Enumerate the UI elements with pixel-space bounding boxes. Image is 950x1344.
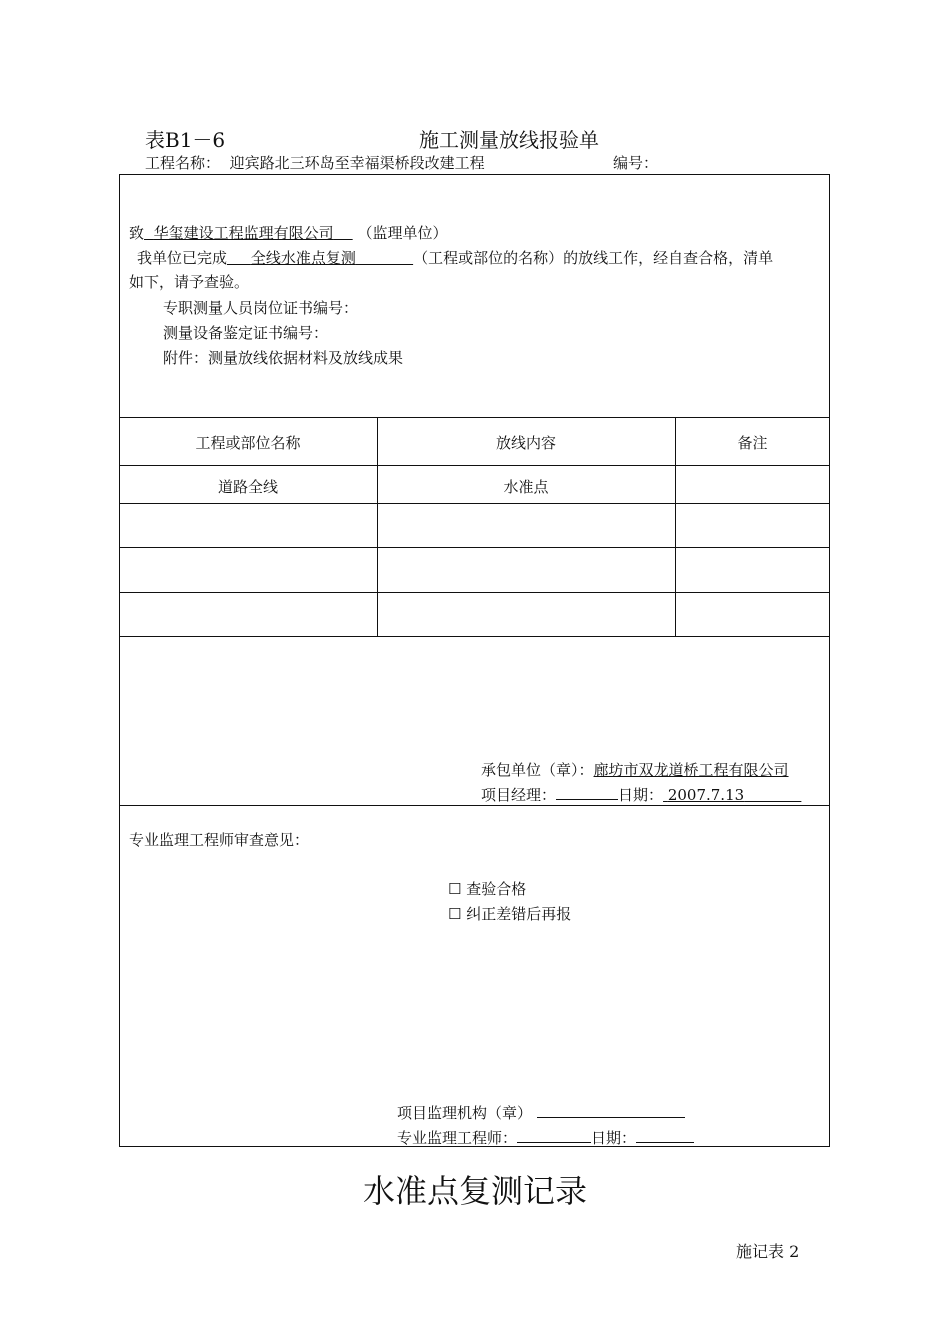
checkbox-icon[interactable]: ☐ <box>448 880 462 898</box>
manager-label: 项目经理： <box>481 786 557 804</box>
contractor-unit-name: 廊坊市双龙道桥工程有限公司 <box>593 761 789 779</box>
engineer-date-row <box>397 1127 694 1148</box>
divider-row-3 <box>119 592 830 593</box>
supervisor-company: 华玺建设工程监理有限公司 <box>153 224 334 242</box>
record-title: 水准点复测记录 <box>362 1172 587 1210</box>
divider-row-1 <box>119 503 830 504</box>
table-header-content: 放线内容 <box>495 434 556 452</box>
form-title: 施工测量放线报验单 <box>419 128 599 152</box>
table-header-remark: 备注 <box>737 434 768 452</box>
table-cell: 道路全线 <box>217 478 278 496</box>
divider-table-header <box>119 465 830 466</box>
completion-suffix: （工程或部位的名称）的放线工作，经自查合格，清单 <box>413 249 774 267</box>
option-pass-label: 查验合格 <box>466 880 527 898</box>
engineer-label: 专业监理工程师： <box>397 1129 518 1147</box>
option-resubmit[interactable] <box>448 903 571 924</box>
supervision-org-label: 项目监理机构（章） <box>397 1104 533 1122</box>
checkbox-icon[interactable]: ☐ <box>448 905 462 923</box>
completed-item: 全线水准点复测 <box>250 249 356 267</box>
completion-line-cont: 如下，请予查验。 <box>129 273 250 291</box>
review-title: 专业监理工程师审查意见： <box>129 831 310 849</box>
table-cell: 水准点 <box>503 478 549 496</box>
divider-notice-table <box>119 417 830 418</box>
engineer-signature-blank[interactable] <box>517 1128 591 1143</box>
form-code: 表B1－6 <box>145 128 226 152</box>
surveyor-cert: 专职测量人员岗位证书编号： <box>163 299 359 317</box>
table-header-location: 工程或部位名称 <box>195 434 301 452</box>
manager-date-row <box>481 784 801 805</box>
divider-row-2 <box>119 547 830 548</box>
form-reference: 施记表 2 <box>736 1242 800 1261</box>
contractor-unit-label: 承包单位（章）： <box>481 761 594 779</box>
option-pass[interactable] <box>448 878 526 899</box>
review-date-label: 日期： <box>591 1129 637 1147</box>
supervisor-suffix: （监理单位） <box>357 224 448 242</box>
contractor-unit-row <box>481 759 789 780</box>
completion-prefix: 我单位已完成 <box>137 249 228 267</box>
project-name-row <box>145 152 485 173</box>
divider-contractor-review <box>119 805 830 806</box>
contractor-date-label: 日期： <box>618 786 664 804</box>
manager-signature-blank[interactable] <box>556 785 618 800</box>
contractor-date-value: 2007.7.13 <box>667 786 745 804</box>
completion-line <box>137 247 773 268</box>
to-prefix: 致 <box>129 224 145 242</box>
supervision-org-blank[interactable] <box>537 1103 685 1118</box>
review-date-blank[interactable] <box>636 1128 694 1143</box>
project-label: 工程名称： <box>145 154 221 172</box>
to-line <box>129 222 447 243</box>
supervision-org-row <box>397 1102 685 1123</box>
project-name: 迎宾路北三环岛至幸福渠桥段改建工程 <box>229 154 485 172</box>
form-frame <box>119 174 830 1147</box>
divider-table-contractor <box>119 636 830 637</box>
attachment: 附件：测量放线依据材料及放线成果 <box>163 349 404 367</box>
equipment-cert: 测量设备鉴定证书编号： <box>163 324 329 342</box>
number-label: 编号： <box>613 154 659 172</box>
option-resubmit-label: 纠正差错后再报 <box>466 905 572 923</box>
